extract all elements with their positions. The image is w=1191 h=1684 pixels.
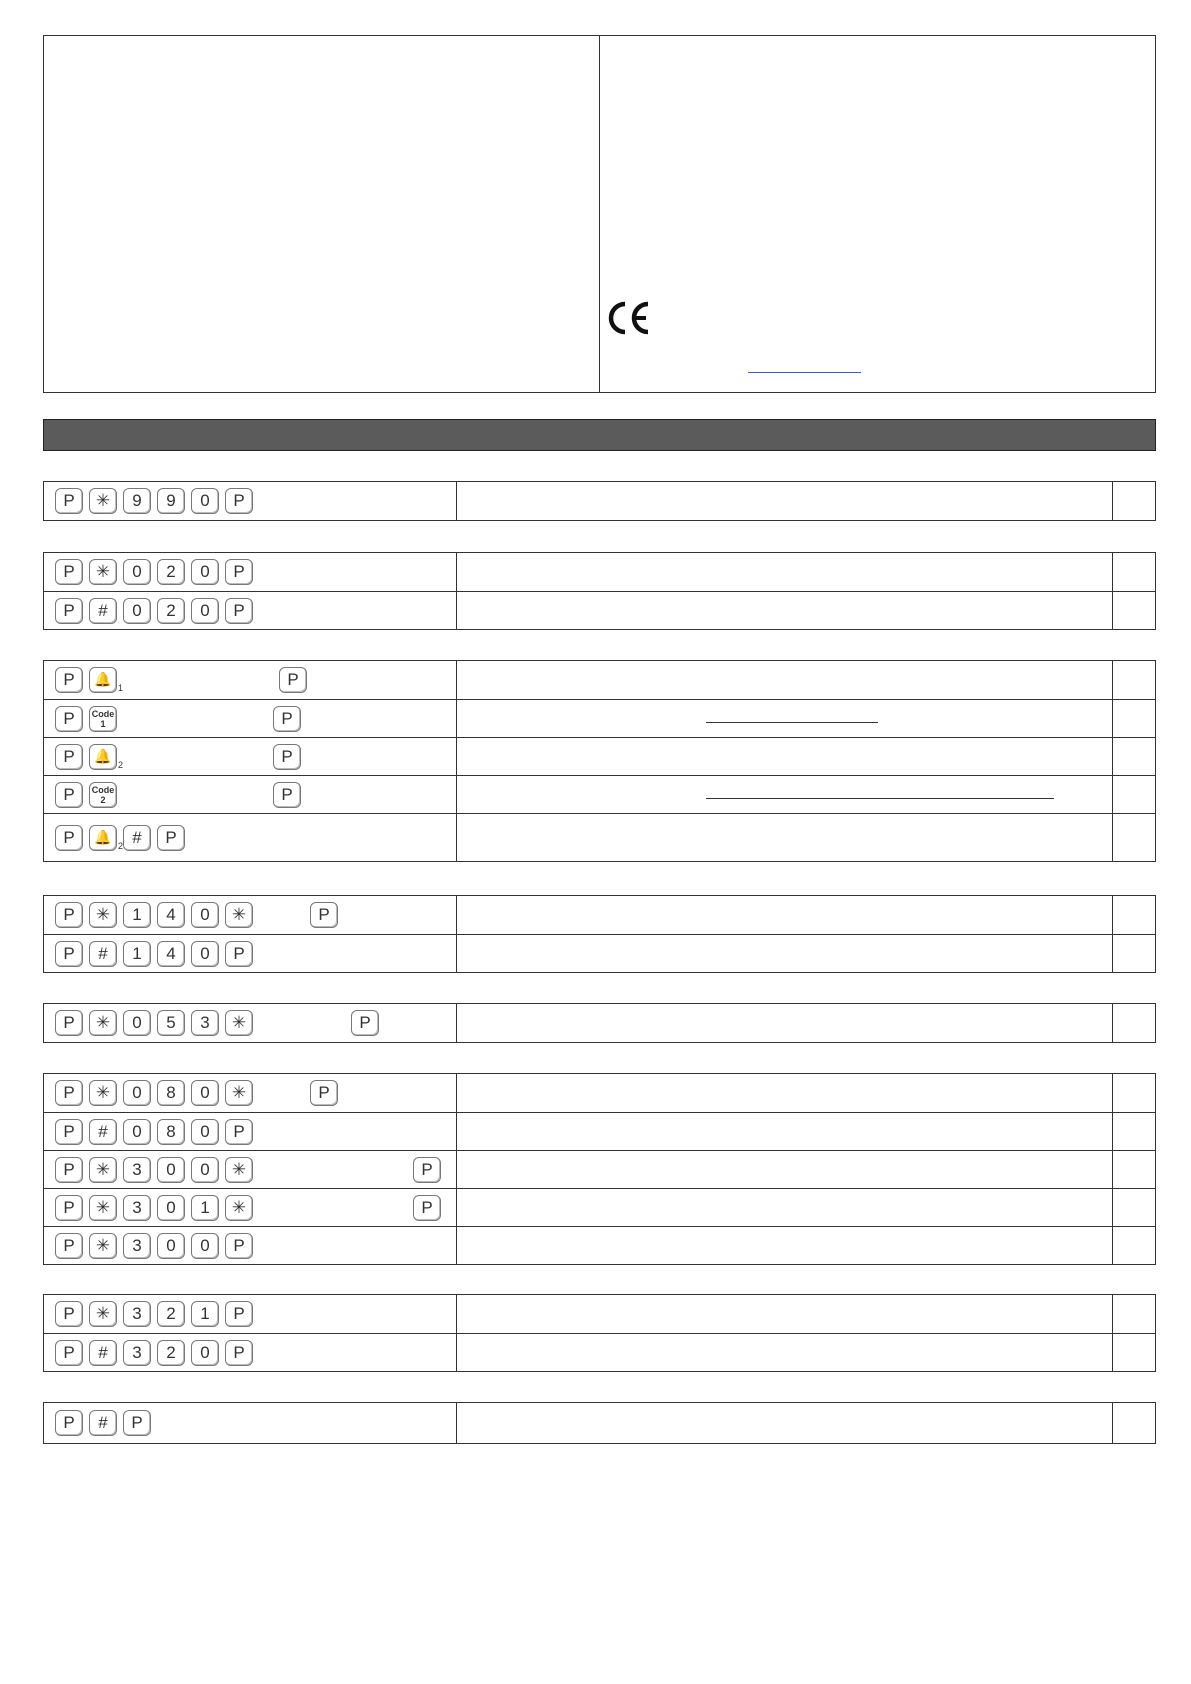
command-group-1 bbox=[43, 481, 1156, 521]
key-sequence bbox=[55, 598, 450, 624]
key-sequence-cell bbox=[44, 1074, 457, 1112]
key-0[interactable]: 0 bbox=[123, 1010, 151, 1036]
bell-glyph: 🔔 bbox=[94, 671, 112, 687]
key-0[interactable]: 0 bbox=[191, 598, 219, 624]
key-p[interactable]: P bbox=[55, 941, 83, 967]
key-sequence bbox=[55, 941, 450, 967]
key-0[interactable]: 0 bbox=[123, 598, 151, 624]
table-row bbox=[44, 737, 1155, 775]
key-sequence-cell bbox=[44, 553, 457, 591]
key-hash[interactable]: # bbox=[89, 1119, 117, 1145]
key-p[interactable]: P bbox=[225, 941, 253, 967]
reference-cell bbox=[1113, 553, 1155, 591]
key-p[interactable]: P bbox=[273, 706, 301, 732]
key-p[interactable]: P bbox=[413, 1157, 441, 1183]
code-key-number: 2 bbox=[100, 794, 106, 805]
key-hash[interactable]: # bbox=[89, 941, 117, 967]
key-9[interactable]: 9 bbox=[123, 488, 151, 514]
key-star[interactable]: ✳ bbox=[225, 1010, 253, 1036]
description-cell bbox=[457, 553, 1113, 591]
description-cell bbox=[457, 1004, 1113, 1042]
key-3[interactable]: 3 bbox=[191, 1010, 219, 1036]
key-star[interactable]: ✳ bbox=[89, 1080, 117, 1106]
bell-subscript: 2 bbox=[117, 840, 123, 851]
key-p[interactable]: P bbox=[225, 598, 253, 624]
key-p[interactable]: P bbox=[55, 1195, 83, 1221]
reference-cell bbox=[1113, 1074, 1155, 1112]
key-p[interactable]: P bbox=[55, 1340, 83, 1366]
description-cell bbox=[457, 776, 1113, 813]
key-sequence bbox=[55, 825, 450, 851]
key-star[interactable]: ✳ bbox=[225, 902, 253, 928]
reference-cell bbox=[1113, 1151, 1155, 1188]
key-0[interactable]: 0 bbox=[123, 1080, 151, 1106]
key-sequence-cell bbox=[44, 1295, 457, 1333]
key-1[interactable]: 1 bbox=[191, 1195, 219, 1221]
key-p[interactable]: P bbox=[225, 1301, 253, 1327]
key-4[interactable]: 4 bbox=[157, 902, 185, 928]
key-hash[interactable]: # bbox=[89, 1340, 117, 1366]
reference-cell bbox=[1113, 482, 1155, 520]
key-p[interactable]: P bbox=[310, 902, 338, 928]
key-p[interactable]: P bbox=[55, 1233, 83, 1259]
description-cell bbox=[457, 1074, 1113, 1112]
key-0[interactable]: 0 bbox=[191, 1080, 219, 1106]
key-p[interactable]: P bbox=[273, 744, 301, 770]
key-star[interactable]: ✳ bbox=[225, 1195, 253, 1221]
key-sequence-cell bbox=[44, 1227, 457, 1264]
key-star[interactable]: ✳ bbox=[89, 488, 117, 514]
key-sequence-cell bbox=[44, 896, 457, 934]
key-sequence-cell bbox=[44, 1004, 457, 1042]
reference-cell bbox=[1113, 592, 1155, 629]
key-0[interactable]: 0 bbox=[157, 1195, 185, 1221]
key-p[interactable]: P bbox=[55, 1157, 83, 1183]
bell-icon[interactable] bbox=[89, 667, 123, 693]
key-3[interactable]: 3 bbox=[123, 1340, 151, 1366]
reference-cell bbox=[1113, 1295, 1155, 1333]
key-star[interactable]: ✳ bbox=[225, 1157, 253, 1183]
key-p[interactable]: P bbox=[225, 1340, 253, 1366]
key-p[interactable]: P bbox=[351, 1010, 379, 1036]
table-row bbox=[44, 813, 1155, 861]
key-3[interactable]: 3 bbox=[123, 1233, 151, 1259]
description-cell bbox=[457, 661, 1113, 699]
table-row bbox=[44, 1333, 1155, 1371]
bell-glyph: 🔔 bbox=[94, 747, 112, 764]
key-sequence bbox=[55, 667, 450, 693]
reference-cell bbox=[1113, 1227, 1155, 1264]
key-2[interactable]: 2 bbox=[157, 559, 185, 585]
key-p[interactable]: P bbox=[55, 1410, 83, 1436]
key-p[interactable]: P bbox=[55, 667, 83, 693]
key-0[interactable]: 0 bbox=[157, 1157, 185, 1183]
key-p[interactable]: P bbox=[55, 706, 83, 732]
reference-cell bbox=[1113, 776, 1155, 813]
description-cell bbox=[457, 482, 1113, 520]
key-0[interactable]: 0 bbox=[191, 1340, 219, 1366]
table-row bbox=[44, 661, 1155, 699]
command-group-5 bbox=[43, 1003, 1156, 1043]
key-p[interactable]: P bbox=[55, 825, 83, 851]
table-row bbox=[44, 1150, 1155, 1188]
top-info-box bbox=[43, 35, 1156, 393]
text-underline bbox=[706, 722, 878, 723]
key-star[interactable]: ✳ bbox=[89, 1010, 117, 1036]
key-p[interactable]: P bbox=[413, 1195, 441, 1221]
key-p[interactable]: P bbox=[55, 1301, 83, 1327]
key-p[interactable]: P bbox=[55, 1119, 83, 1145]
code-key-number: 1 bbox=[100, 718, 106, 729]
key-sequence bbox=[55, 559, 450, 585]
reference-cell bbox=[1113, 1334, 1155, 1371]
key-sequence-cell bbox=[44, 814, 457, 861]
key-p[interactable]: P bbox=[55, 1010, 83, 1036]
key-1[interactable]: 1 bbox=[123, 902, 151, 928]
description-cell bbox=[457, 1151, 1113, 1188]
key-sequence-cell bbox=[44, 738, 457, 775]
key-p[interactable]: P bbox=[157, 825, 185, 851]
key-3[interactable]: 3 bbox=[123, 1195, 151, 1221]
reference-cell bbox=[1113, 896, 1155, 934]
section-header-bar bbox=[43, 419, 1156, 451]
key-sequence bbox=[55, 706, 450, 732]
key-star[interactable]: ✳ bbox=[89, 1233, 117, 1259]
key-sequence bbox=[55, 1080, 450, 1106]
table-row bbox=[44, 1403, 1155, 1443]
code-key-icon[interactable] bbox=[89, 782, 117, 808]
table-row bbox=[44, 775, 1155, 813]
key-0[interactable]: 0 bbox=[157, 1233, 185, 1259]
bell-subscript: 1 bbox=[117, 683, 123, 693]
command-group-7 bbox=[43, 1294, 1156, 1372]
code-key-icon[interactable] bbox=[89, 706, 117, 732]
table-row bbox=[44, 1188, 1155, 1226]
bell-subscript: 2 bbox=[117, 759, 123, 770]
key-sequence bbox=[55, 1233, 450, 1259]
key-sequence-cell bbox=[44, 482, 457, 520]
key-sequence bbox=[55, 1301, 450, 1327]
reference-cell bbox=[1113, 935, 1155, 972]
description-cell bbox=[457, 1403, 1113, 1443]
hyperlink-underline[interactable] bbox=[748, 372, 861, 373]
key-star[interactable]: ✳ bbox=[89, 902, 117, 928]
ce-mark-svg bbox=[604, 298, 652, 338]
key-star[interactable]: ✳ bbox=[225, 1080, 253, 1106]
key-p[interactable]: P bbox=[225, 1119, 253, 1145]
key-sequence bbox=[55, 782, 450, 808]
code-key-label: Code bbox=[91, 784, 115, 795]
key-0[interactable]: 0 bbox=[191, 1157, 219, 1183]
key-sequence bbox=[55, 488, 450, 514]
reference-cell bbox=[1113, 1113, 1155, 1150]
key-1[interactable]: 1 bbox=[191, 1301, 219, 1327]
description-cell bbox=[457, 1189, 1113, 1226]
top-right-panel bbox=[600, 36, 1155, 392]
key-8[interactable]: 8 bbox=[157, 1119, 185, 1145]
key-sequence-cell bbox=[44, 700, 457, 737]
description-cell bbox=[457, 592, 1113, 629]
reference-cell bbox=[1113, 1189, 1155, 1226]
description-cell bbox=[457, 1227, 1113, 1264]
key-0[interactable]: 0 bbox=[191, 902, 219, 928]
key-hash[interactable]: # bbox=[89, 598, 117, 624]
bell-icon[interactable] bbox=[89, 825, 123, 851]
bell-glyph: 🔔 bbox=[94, 828, 112, 845]
command-group-6 bbox=[43, 1073, 1156, 1265]
key-2[interactable]: 2 bbox=[157, 1301, 185, 1327]
key-p[interactable]: P bbox=[55, 782, 83, 808]
key-sequence-cell bbox=[44, 1403, 457, 1443]
key-p[interactable]: P bbox=[279, 667, 307, 693]
code-key-label: Code bbox=[91, 708, 115, 719]
description-cell bbox=[457, 1113, 1113, 1150]
command-group-3 bbox=[43, 660, 1156, 862]
key-0[interactable]: 0 bbox=[191, 488, 219, 514]
table-row bbox=[44, 1226, 1155, 1264]
table-row bbox=[44, 553, 1155, 591]
key-sequence-cell bbox=[44, 935, 457, 972]
key-9[interactable]: 9 bbox=[157, 488, 185, 514]
key-p[interactable]: P bbox=[225, 1233, 253, 1259]
key-p[interactable]: P bbox=[310, 1080, 338, 1106]
key-sequence bbox=[55, 1010, 450, 1036]
key-3[interactable]: 3 bbox=[123, 1157, 151, 1183]
key-0[interactable]: 0 bbox=[191, 1233, 219, 1259]
key-p[interactable]: P bbox=[123, 1410, 151, 1436]
key-1[interactable]: 1 bbox=[123, 941, 151, 967]
key-p[interactable]: P bbox=[55, 488, 83, 514]
table-row bbox=[44, 1074, 1155, 1112]
key-2[interactable]: 2 bbox=[157, 1340, 185, 1366]
description-cell bbox=[457, 738, 1113, 775]
command-group-4 bbox=[43, 895, 1156, 973]
table-row bbox=[44, 699, 1155, 737]
key-2[interactable]: 2 bbox=[157, 598, 185, 624]
key-sequence bbox=[55, 1340, 450, 1366]
bell-icon[interactable] bbox=[89, 744, 123, 770]
key-star[interactable]: ✳ bbox=[89, 559, 117, 585]
key-sequence bbox=[55, 1119, 450, 1145]
key-p[interactable]: P bbox=[225, 559, 253, 585]
key-p[interactable]: P bbox=[225, 488, 253, 514]
description-cell bbox=[457, 814, 1113, 861]
key-star[interactable]: ✳ bbox=[89, 1301, 117, 1327]
key-p[interactable]: P bbox=[55, 559, 83, 585]
key-0[interactable]: 0 bbox=[191, 559, 219, 585]
key-hash[interactable]: # bbox=[123, 825, 151, 851]
table-row bbox=[44, 1295, 1155, 1333]
key-sequence-cell bbox=[44, 1189, 457, 1226]
key-sequence-cell bbox=[44, 1113, 457, 1150]
key-5[interactable]: 5 bbox=[157, 1010, 185, 1036]
key-sequence-cell bbox=[44, 1334, 457, 1371]
key-p[interactable]: P bbox=[273, 782, 301, 808]
description-cell bbox=[457, 700, 1113, 737]
key-sequence-cell bbox=[44, 1151, 457, 1188]
key-0[interactable]: 0 bbox=[123, 559, 151, 585]
key-4[interactable]: 4 bbox=[157, 941, 185, 967]
key-p[interactable]: P bbox=[55, 1080, 83, 1106]
key-sequence-cell bbox=[44, 592, 457, 629]
key-p[interactable]: P bbox=[55, 744, 83, 770]
description-cell bbox=[457, 1295, 1113, 1333]
key-sequence bbox=[55, 1410, 450, 1436]
key-sequence bbox=[55, 902, 450, 928]
key-star[interactable]: ✳ bbox=[89, 1195, 117, 1221]
description-cell bbox=[457, 896, 1113, 934]
key-p[interactable]: P bbox=[55, 598, 83, 624]
key-star[interactable]: ✳ bbox=[89, 1157, 117, 1183]
key-sequence bbox=[55, 744, 450, 770]
key-8[interactable]: 8 bbox=[157, 1080, 185, 1106]
table-row bbox=[44, 482, 1155, 520]
table-row bbox=[44, 896, 1155, 934]
text-underline bbox=[706, 798, 1054, 799]
description-cell bbox=[457, 1334, 1113, 1371]
table-row bbox=[44, 591, 1155, 629]
key-sequence bbox=[55, 1195, 450, 1221]
description-cell bbox=[457, 935, 1113, 972]
top-left-panel bbox=[44, 36, 600, 392]
ce-mark-icon bbox=[604, 298, 652, 338]
key-hash[interactable]: # bbox=[89, 1410, 117, 1436]
table-row bbox=[44, 1112, 1155, 1150]
command-group-8 bbox=[43, 1402, 1156, 1444]
reference-cell bbox=[1113, 661, 1155, 699]
key-0[interactable]: 0 bbox=[123, 1119, 151, 1145]
reference-cell bbox=[1113, 1403, 1155, 1443]
key-0[interactable]: 0 bbox=[191, 941, 219, 967]
reference-cell bbox=[1113, 738, 1155, 775]
reference-cell bbox=[1113, 814, 1155, 861]
table-row bbox=[44, 1004, 1155, 1042]
key-sequence bbox=[55, 1157, 450, 1183]
key-p[interactable]: P bbox=[55, 902, 83, 928]
reference-cell bbox=[1113, 700, 1155, 737]
table-row bbox=[44, 934, 1155, 972]
key-3[interactable]: 3 bbox=[123, 1301, 151, 1327]
reference-cell bbox=[1113, 1004, 1155, 1042]
key-sequence-cell bbox=[44, 661, 457, 699]
key-0[interactable]: 0 bbox=[191, 1119, 219, 1145]
command-group-2 bbox=[43, 552, 1156, 630]
key-sequence-cell bbox=[44, 776, 457, 813]
